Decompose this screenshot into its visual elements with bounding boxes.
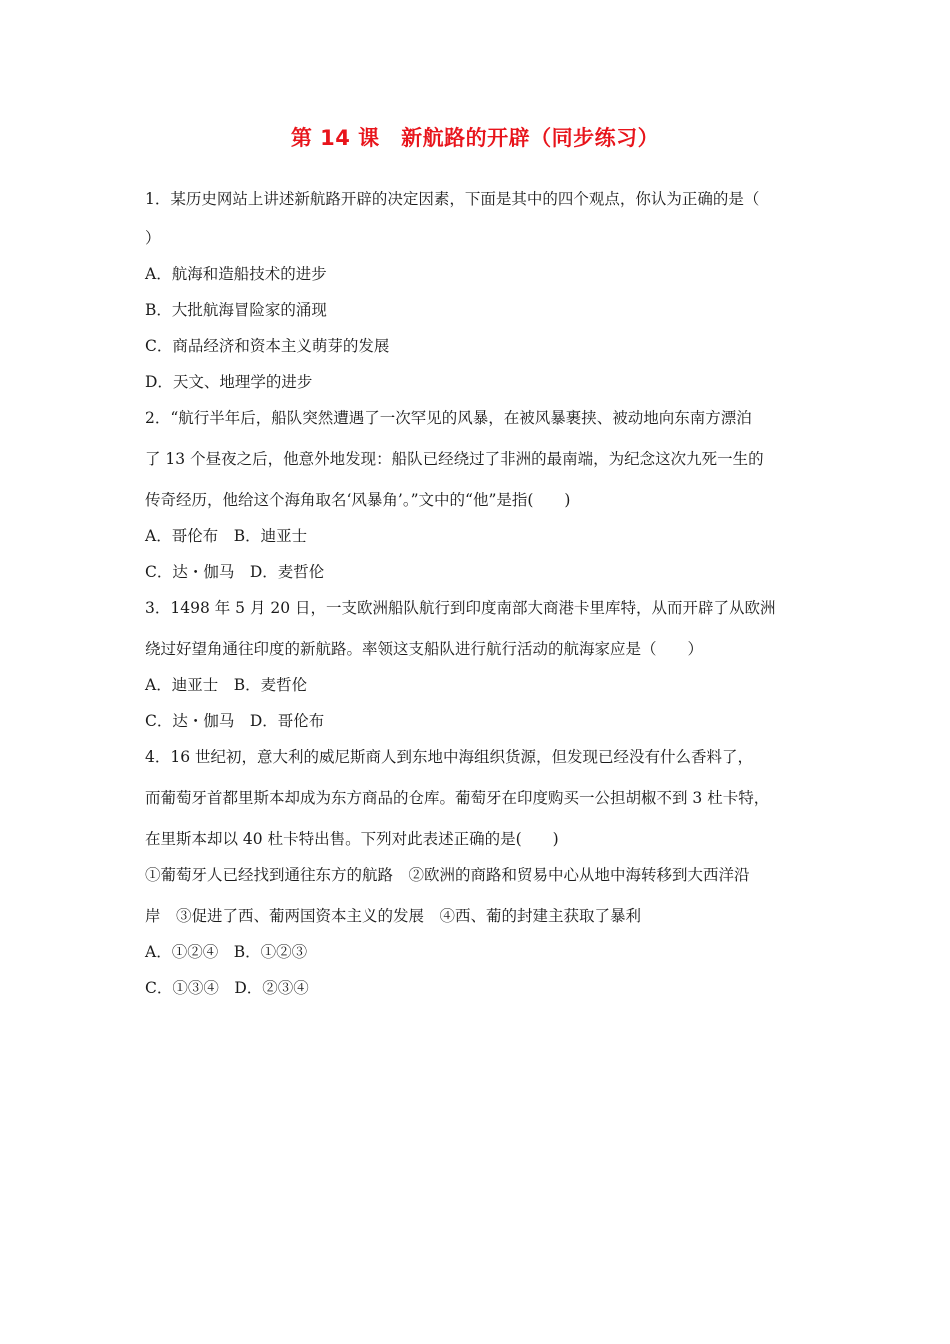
question-2-text-line-1: 2．“航行半年后，船队突然遭遇了一次罕见的风暴，在被风暴裹挟、被动地向东南方漂泊 xyxy=(145,409,752,427)
question-4-statements-line-1: ①葡萄牙人已经找到通往东方的航路 ②欧洲的商路和贸易中心从地中海转移到大西洋沿 xyxy=(145,866,750,884)
question-4-text-line-3: 在里斯本却以 40 杜卡特出售。下列对此表述正确的是( ) xyxy=(145,830,559,848)
question-2-options-line-1: A．哥伦布 B．迪亚士 xyxy=(145,527,308,545)
question-1-option-b: B．大批航海冒险家的涌现 xyxy=(145,301,327,319)
question-4-statements-line-2: 岸 ③促进了西、葡两国资本主义的发展 ④西、葡的封建主获取了暴利 xyxy=(145,907,642,925)
question-4-text-line-2: 而葡萄牙首都里斯本却成为东方商品的仓库。葡萄牙在印度购买一公担胡椒不到 3 杜卡特， xyxy=(145,789,770,807)
question-3-text-line-1: 3．1498 年 5 月 20 日，一支欧洲船队航行到印度南部大商港卡里库特，从而开辟了从欧洲 xyxy=(145,599,776,617)
question-2-options-line-2: C．达・伽马 D．麦哲伦 xyxy=(145,563,325,581)
question-1-option-a: A．航海和造船技术的进步 xyxy=(145,265,327,283)
question-4-options-line-2: C．①③④ D．②③④ xyxy=(145,979,309,997)
question-2-text-line-3: 传奇经历，他给这个海角取名‘风暴角’。”文中的“他”是指( ) xyxy=(145,491,571,509)
question-4-options-line-1: A．①②④ B．①②③ xyxy=(145,943,308,961)
question-3-options-line-1: A．迪亚士 B．麦哲伦 xyxy=(145,676,308,694)
question-1-text-line-2: ） xyxy=(145,229,161,247)
question-3-text-line-2: 绕过好望角通往印度的新航路。率领这支船队进行航行活动的航海家应是（ ） xyxy=(145,640,704,658)
question-3-options-line-2: C．达・伽马 D．哥伦布 xyxy=(145,712,325,730)
question-1-text-line-1: 1．某历史网站上讲述新航路开辟的决定因素，下面是其中的四个观点，你认为正确的是（ xyxy=(145,190,760,208)
question-4-text-line-1: 4．16 世纪初，意大利的威尼斯商人到东地中海组织货源，但发现已经没有什么香料了， xyxy=(145,748,754,766)
question-2-text-line-2: 了 13 个昼夜之后，他意外地发现：船队已经绕过了非洲的最南端，为纪念这次九死一生的 xyxy=(145,450,764,468)
question-1-option-d: D．天文、地理学的进步 xyxy=(145,373,313,391)
question-1-option-c: C．商品经济和资本主义萌芽的发展 xyxy=(145,337,390,355)
page-title: 第 14 课 新航路的开辟（同步练习） xyxy=(290,126,660,150)
